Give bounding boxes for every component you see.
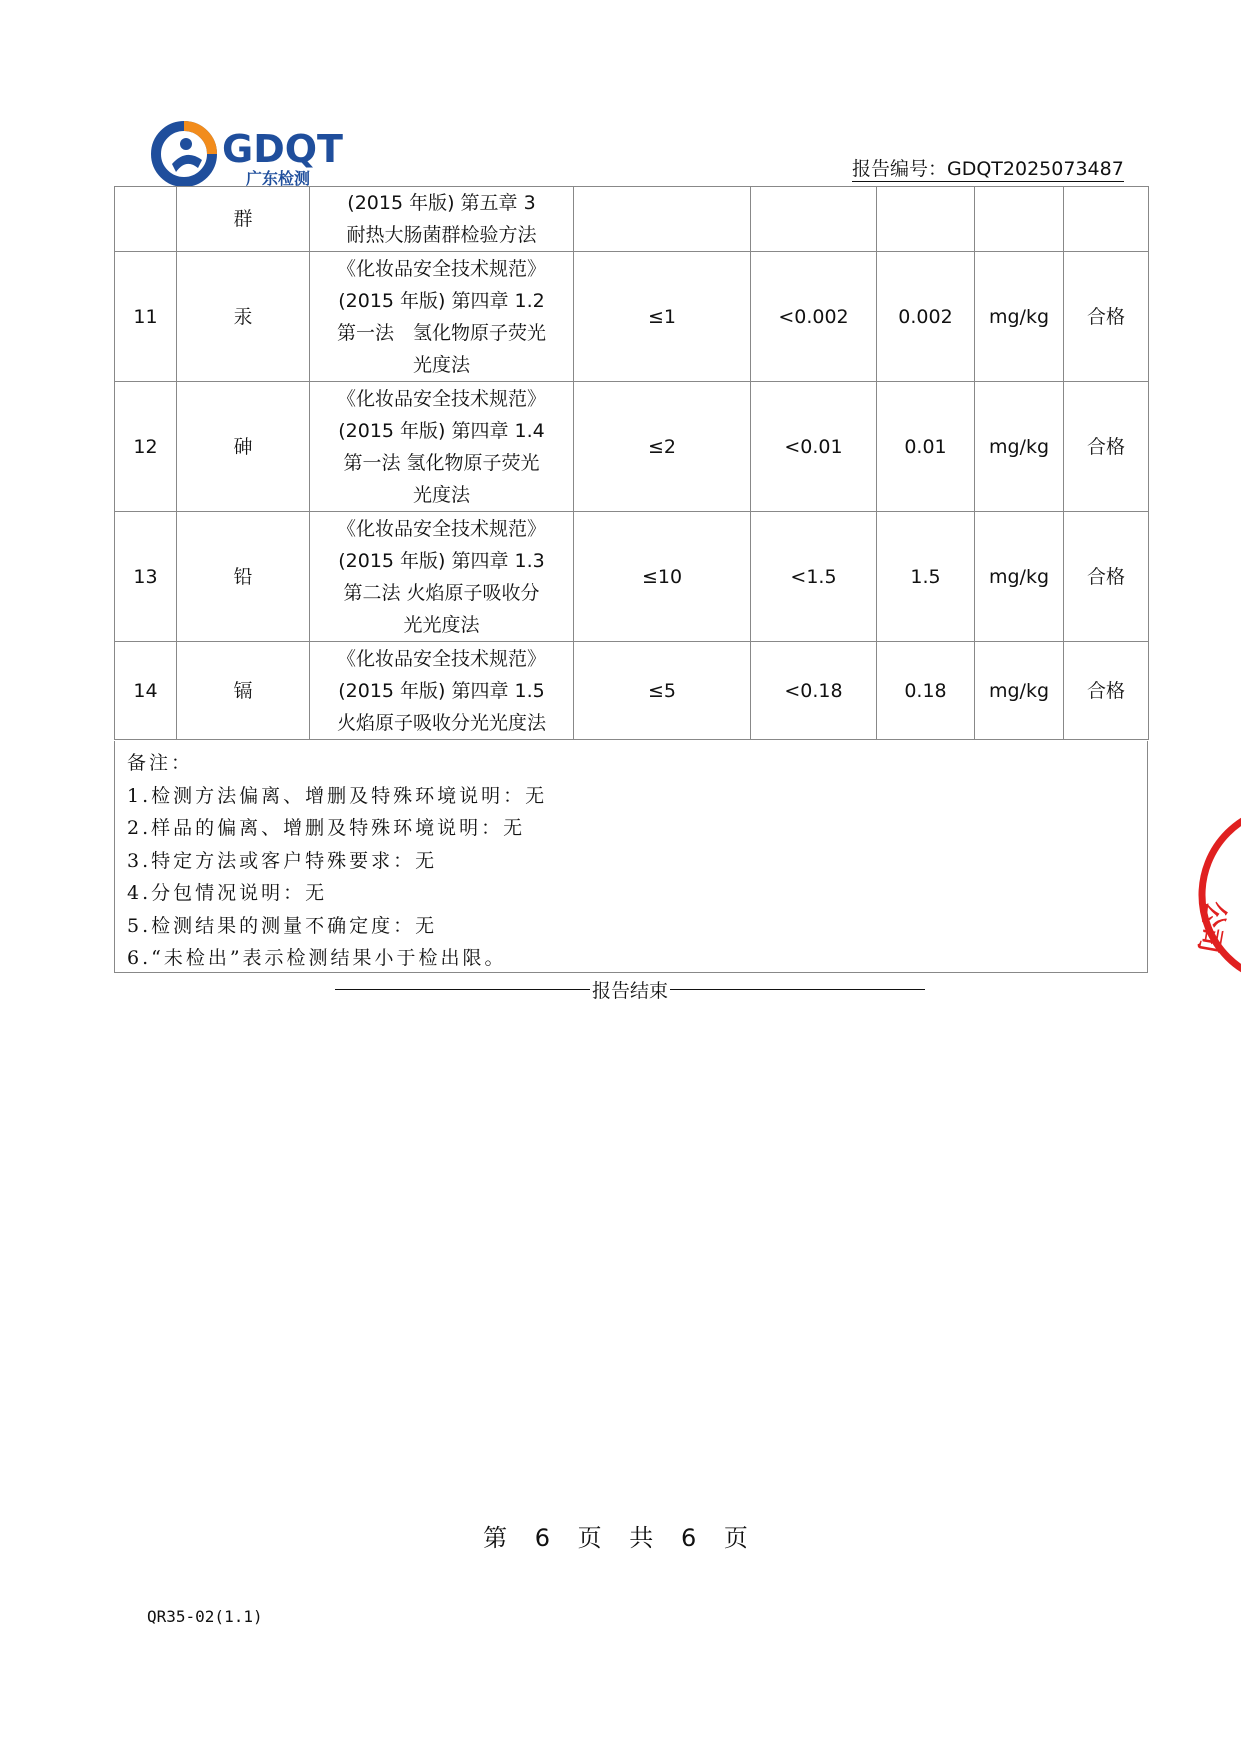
cell-unit: mg/kg — [975, 512, 1064, 642]
cell-no — [115, 187, 177, 252]
method-line: 《化妆品安全技术规范》 — [336, 257, 546, 280]
cell-result — [751, 187, 877, 252]
cell-result: <0.002 — [751, 252, 877, 382]
logo-icon — [150, 118, 370, 190]
form-code: QR35-02(1.1) — [147, 1607, 263, 1626]
method-line: 第一法 氢化物原子荧光 — [336, 321, 546, 344]
method-line: 光度法 — [412, 483, 470, 506]
remark-item: 1.检测方法偏离、增删及特殊环境说明：无 — [127, 784, 548, 807]
remarks-title: 备注： — [127, 752, 194, 774]
cell-item: 群 — [177, 187, 310, 252]
cell-conclusion: 合格 — [1064, 252, 1149, 382]
table-row — [115, 512, 1149, 642]
remark-item: 5.检测结果的测量不确定度：无 — [127, 914, 438, 937]
method-line: (2015 年版) 第五章 3 — [347, 192, 536, 214]
cell-method — [310, 187, 574, 252]
cell-detection-limit: 0.18 — [877, 642, 975, 740]
cell-unit — [975, 187, 1064, 252]
cell-method — [310, 512, 574, 642]
results-table — [114, 186, 1149, 740]
remark-item: 4.分包情况说明：无 — [127, 882, 328, 904]
seal-text: 公司 — [1192, 898, 1231, 956]
cell-limit — [574, 187, 751, 252]
method-line: 光光度法 — [403, 613, 480, 636]
cell-no: 14 — [115, 642, 177, 740]
cell-detection-limit: 0.01 — [877, 382, 975, 512]
cell-detection-limit — [877, 187, 975, 252]
company-seal — [1190, 800, 1241, 990]
cell-no: 12 — [115, 382, 177, 512]
cell-result: <0.01 — [751, 382, 877, 512]
cell-limit: ≤5 — [574, 642, 751, 740]
cell-conclusion: 合格 — [1064, 642, 1149, 740]
cell-limit: ≤1 — [574, 252, 751, 382]
method-line: (2015 年版) 第四章 1.5 — [338, 679, 545, 702]
method-line: 火焰原子吸收分光光度法 — [336, 711, 546, 734]
cell-item: 镉 — [177, 642, 310, 740]
cell-method — [310, 382, 574, 512]
cell-unit: mg/kg — [975, 382, 1064, 512]
table-row — [115, 187, 1149, 252]
remark-item: 6.“未检出”表示检测结果小于检出限。 — [127, 947, 507, 969]
page-number: 第 6 页 共 6 页 — [483, 1524, 758, 1552]
table-row — [115, 252, 1149, 382]
cell-conclusion: 合格 — [1064, 382, 1149, 512]
cell-no: 13 — [115, 512, 177, 642]
report-end-text: 报告结束 — [592, 979, 669, 1002]
method-line: 《化妆品安全技术规范》 — [336, 647, 546, 670]
cell-method — [310, 642, 574, 740]
cell-limit: ≤2 — [574, 382, 751, 512]
cell-method — [310, 252, 574, 382]
cell-item: 砷 — [177, 382, 310, 512]
method-line: 耐热大肠菌群检验方法 — [346, 224, 537, 246]
method-line: 第二法 火焰原子吸收分 — [343, 581, 540, 604]
method-line: 光度法 — [412, 353, 470, 376]
report-number: 报告编号：GDQT2025073487 — [852, 158, 1124, 180]
report-end-line — [335, 974, 925, 1004]
company-logo — [150, 118, 370, 190]
cell-result: <0.18 — [751, 642, 877, 740]
cell-unit: mg/kg — [975, 252, 1064, 382]
table-row — [115, 642, 1149, 740]
method-line: 《化妆品安全技术规范》 — [336, 387, 546, 410]
remark-item: 2.样品的偏离、增删及特殊环境说明：无 — [127, 817, 526, 839]
divider — [335, 989, 590, 990]
cell-item: 铅 — [177, 512, 310, 642]
seal-icon — [1190, 800, 1241, 990]
cell-detection-limit: 1.5 — [877, 512, 975, 642]
remark-item: 3.特定方法或客户特殊要求：无 — [127, 849, 438, 872]
method-line: (2015 年版) 第四章 1.2 — [338, 289, 545, 312]
logo-text: GDQT — [222, 127, 343, 171]
cell-conclusion: 合格 — [1064, 512, 1149, 642]
cell-no: 11 — [115, 252, 177, 382]
cell-item: 汞 — [177, 252, 310, 382]
cell-unit: mg/kg — [975, 642, 1064, 740]
cell-limit: ≤10 — [574, 512, 751, 642]
cell-detection-limit: 0.002 — [877, 252, 975, 382]
divider — [670, 989, 925, 990]
cell-result: <1.5 — [751, 512, 877, 642]
method-line: 《化妆品安全技术规范》 — [336, 517, 546, 540]
cell-conclusion — [1064, 187, 1149, 252]
method-line: (2015 年版) 第四章 1.3 — [338, 549, 545, 572]
method-line: 第一法 氢化物原子荧光 — [343, 451, 540, 474]
table-row — [115, 382, 1149, 512]
method-line: (2015 年版) 第四章 1.4 — [338, 419, 545, 442]
logo-subtext: 广东检测 — [246, 169, 311, 188]
remarks-section — [114, 741, 1148, 973]
